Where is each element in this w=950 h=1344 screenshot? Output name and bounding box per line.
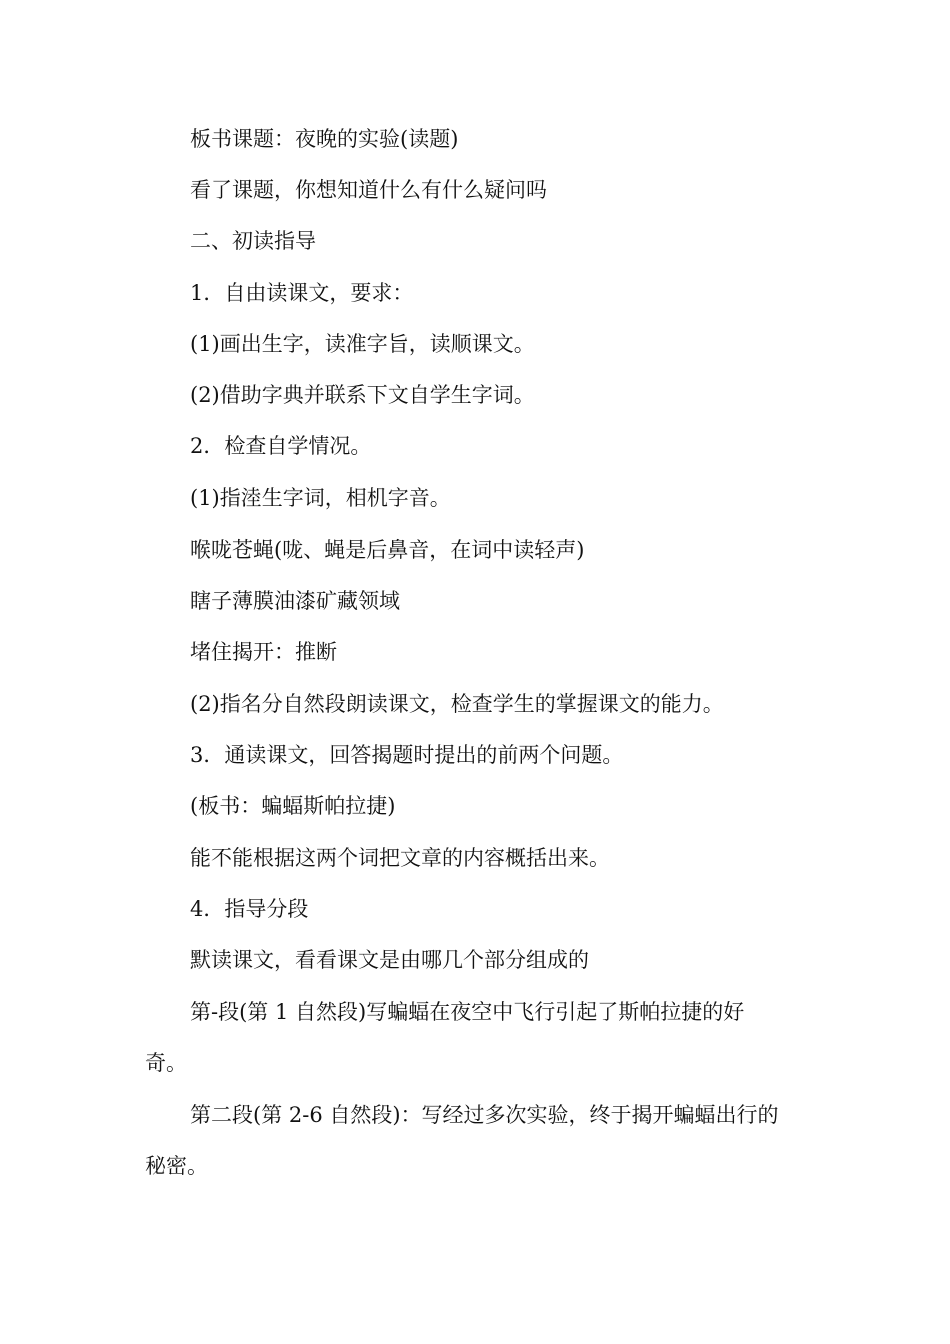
text-line-13: 3．通读课文，回答揭题时提出的前两个问题。 <box>190 743 624 767</box>
section-heading-first-reading: 二、初读指导 <box>190 229 316 253</box>
text-line-17: 默读课文，看看课文是由哪几个部分组成的 <box>190 948 589 972</box>
text-line-8: (1)指淕生字词，相机字音。 <box>190 486 451 510</box>
text-line-7: 2．检查自学情况。 <box>190 434 372 458</box>
text-line-19-continued: 秘密。 <box>145 1154 208 1178</box>
text-line-12: (2)指名分自然段朗读课文，检查学生的掌握课文的能力。 <box>190 692 724 716</box>
text-line-16: 4．指导分段 <box>190 897 309 921</box>
text-line-18-continued: 奇。 <box>145 1051 187 1075</box>
text-line-14: (板书：蝙蝠斯帕拉捷) <box>190 794 396 818</box>
text-line-10: 瞎子薄膜油漆矿藏领域 <box>190 589 400 613</box>
text-line-19: 第二段(第 2-6 自然段)：写经过多次实验，终于揭开蝙蝠出行的 <box>190 1103 779 1127</box>
text-line-1: 板书课题：夜晚的实验(读题) <box>190 127 459 151</box>
text-line-15: 能不能根据这两个词把文章的内容概括出来。 <box>190 846 610 870</box>
text-line-9: 喉咙苍蝇(咙、蝇是后鼻音，在词中读轻声) <box>190 538 585 562</box>
text-line-2: 看了课题，你想知道什么有什么疑问吗 <box>190 178 547 202</box>
text-line-6: (2)借助字典并联系下文自学生字词。 <box>190 383 535 407</box>
text-line-11: 堵住揭开：推断 <box>190 640 337 664</box>
text-line-4: 1．自由读课文，要求： <box>190 281 414 305</box>
text-line-5: (1)画出生字，读准字旨，读顺课文。 <box>190 332 535 356</box>
text-line-18: 第-段(第 1 自然段)写蝙蝠在夜空中飞行引起了斯帕拉捷的好 <box>190 1000 745 1024</box>
